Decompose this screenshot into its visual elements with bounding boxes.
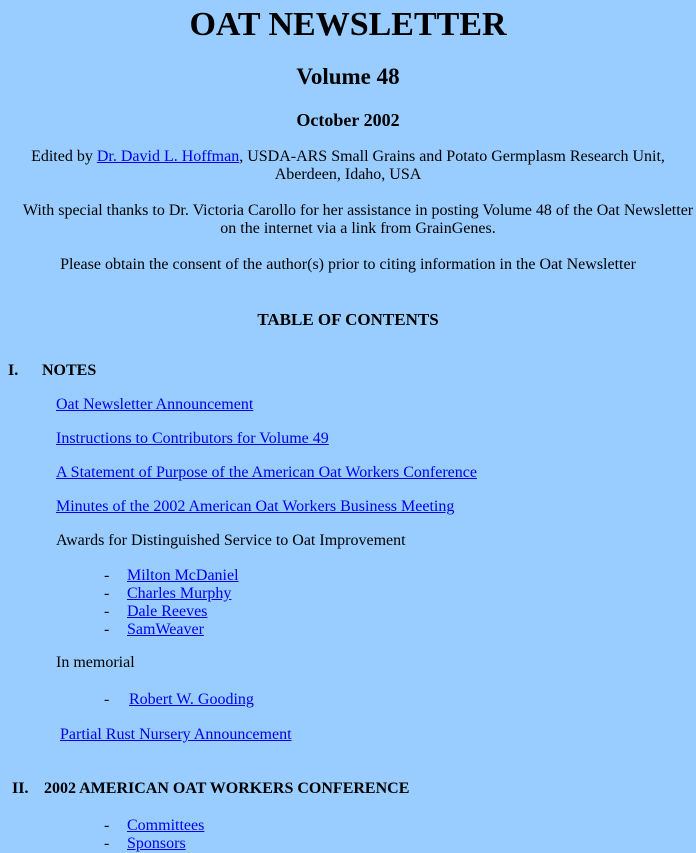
thanks-line1: With special thanks to Dr. Victoria Carollo for her assistance in posting Volume 48 of the Oat Newsletter <box>22 202 694 219</box>
list-dash: - <box>104 567 110 584</box>
thanks-line2: on the internet via a link from GrainGenes. <box>220 220 496 237</box>
section-2-number: II. <box>12 780 29 797</box>
award-link-charles-murphy[interactable]: Charles Murphy <box>127 585 232 602</box>
consent-notice: Please obtain the consent of the author(s) prior to citing information in the Oat Newsletter <box>60 256 636 273</box>
link-sponsors[interactable]: Sponsors <box>127 835 186 852</box>
section-1-number: I. <box>8 362 19 379</box>
page-title: OAT NEWSLETTER <box>189 6 507 43</box>
editor-location: Aberdeen, Idaho, USA <box>274 166 422 183</box>
volume-heading: Volume 48 <box>296 64 400 89</box>
editor-suffix: , USDA-ARS Small Grains and Potato Germplasm Research Unit, <box>239 148 665 165</box>
list-dash: - <box>104 603 110 620</box>
link-instructions-contributors[interactable]: Instructions to Contributors for Volume 49 <box>56 430 329 447</box>
award-link-sam-weaver[interactable]: SamWeaver <box>127 621 204 638</box>
award-link-dale-reeves[interactable]: Dale Reeves <box>127 603 208 620</box>
link-oat-newsletter-announcement[interactable]: Oat Newsletter Announcement <box>56 396 254 413</box>
editor-link[interactable]: Dr. David L. Hoffman <box>96 148 240 165</box>
awards-label: Awards for Distinguished Service to Oat Improvement <box>56 532 406 549</box>
section-2-heading: 2002 AMERICAN OAT WORKERS CONFERENCE <box>44 780 410 797</box>
list-dash: - <box>104 817 110 834</box>
list-dash: - <box>104 585 110 602</box>
link-partial-rust-nursery[interactable]: Partial Rust Nursery Announcement <box>60 726 292 743</box>
award-link-milton-mcdaniel[interactable]: Milton McDaniel <box>127 567 239 584</box>
editor-prefix: Edited by <box>31 148 97 165</box>
issue-date: October 2002 <box>296 110 400 130</box>
memorial-link-robert-gooding[interactable]: Robert W. Gooding <box>129 691 254 708</box>
editor-line <box>0 148 696 184</box>
link-statement-of-purpose[interactable]: A Statement of Purpose of the American Oat Workers Conference <box>56 464 477 481</box>
toc-title: TABLE OF CONTENTS <box>257 310 439 329</box>
link-committees[interactable]: Committees <box>127 817 205 834</box>
thanks-paragraph <box>20 202 696 238</box>
memorial-label: In memorial <box>56 654 135 671</box>
section-1-heading: NOTES <box>42 362 97 379</box>
list-dash: - <box>104 835 110 852</box>
link-business-meeting-minutes[interactable]: Minutes of the 2002 American Oat Workers Business Meeting <box>56 498 455 515</box>
list-dash: - <box>104 691 110 708</box>
list-dash: - <box>104 621 110 638</box>
